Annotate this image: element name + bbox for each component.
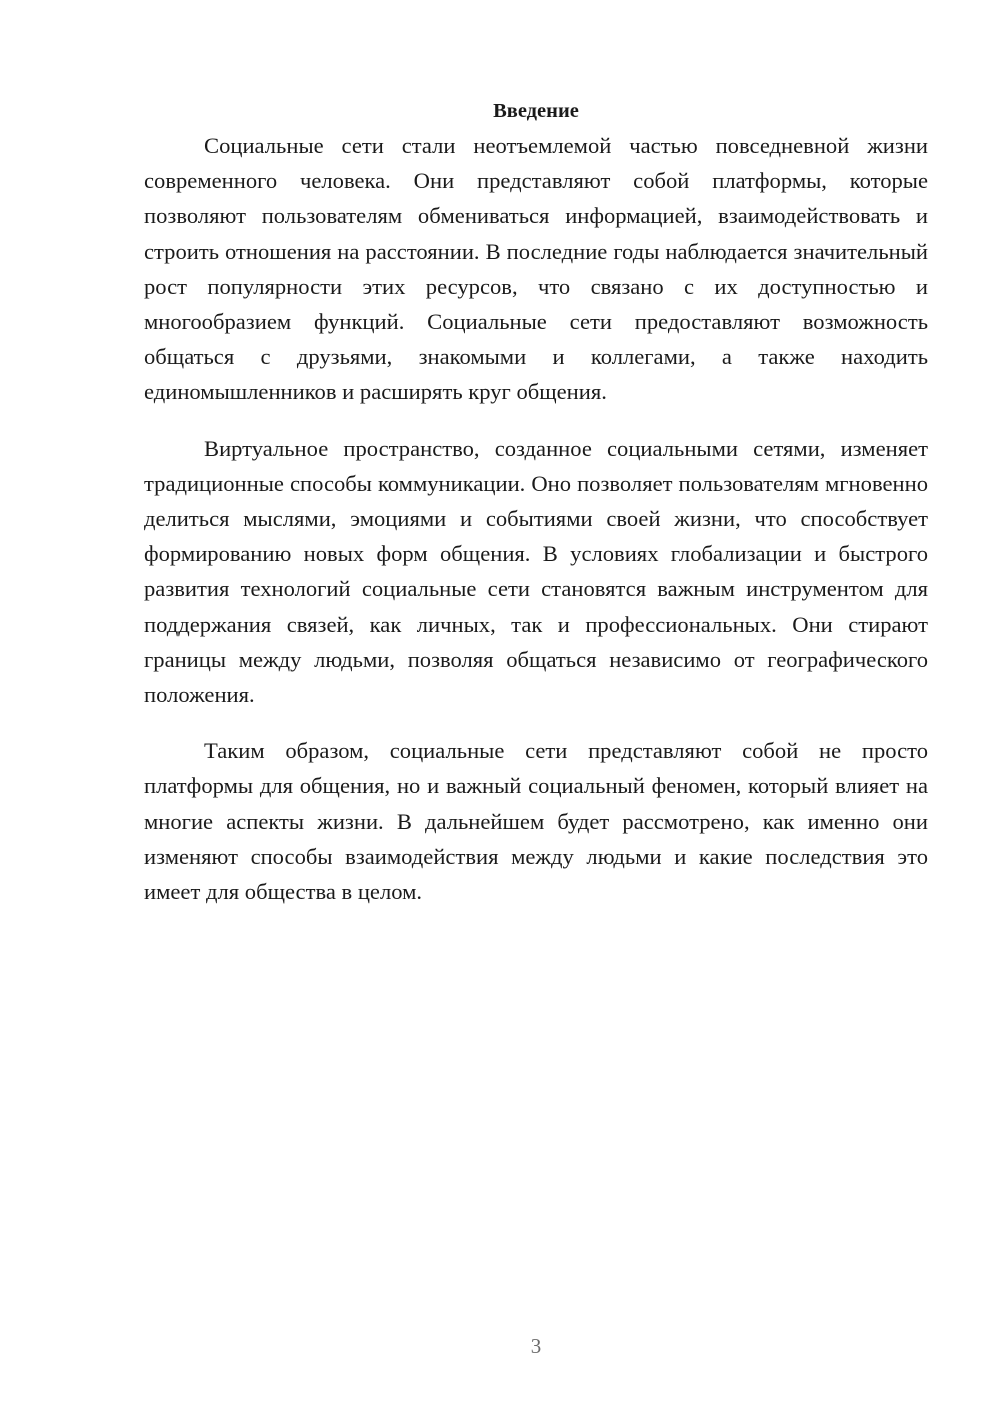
paragraph-1: Социальные сети стали неотъемлемой частью повседневной жизни современного человека. Они представляют собой платформы, которые позволяют пользователям обмениваться информацией, взаимодействовать и строить отношения на расстоянии. В последние годы наблюдается значительный рост популярности этих ресурсов, что связано с их доступностью и многообразием функций. Социальные сети предоставляют возможность общаться с друзьями, знакомыми и коллегами, а также находить единомышленников и расширять круг общения. [144,133,928,405]
page-content [144,94,928,909]
section-heading: Введение [493,100,579,122]
page-number: 3 [530,1334,542,1358]
paragraph-3: Таким образом, социальные сети представляют собой не просто платформы для общения, но и важный социальный феномен, который влияет на многие аспекты жизни. В дальнейшем будет рассмотрено, как именно они изменяют способы взаимодействия между людьми и какие последствия это имеет для общества в целом. [144,738,928,905]
paragraph-2: Виртуальное пространство, созданное социальными сетями, изменяет традиционные способы коммуникации. Оно позволяет пользователям мгновенно делиться мыслями, эмоциями и событиями своей жизни, что способствует формированию новых форм общения. В условиях глобализации и быстрого развития технологий социальные сети становятся важным инструментом для поддержания связей, как личных, так и профессиональных. Они стирают границы между людьми, позволяя общаться независимо от географического положения. [144,435,928,708]
